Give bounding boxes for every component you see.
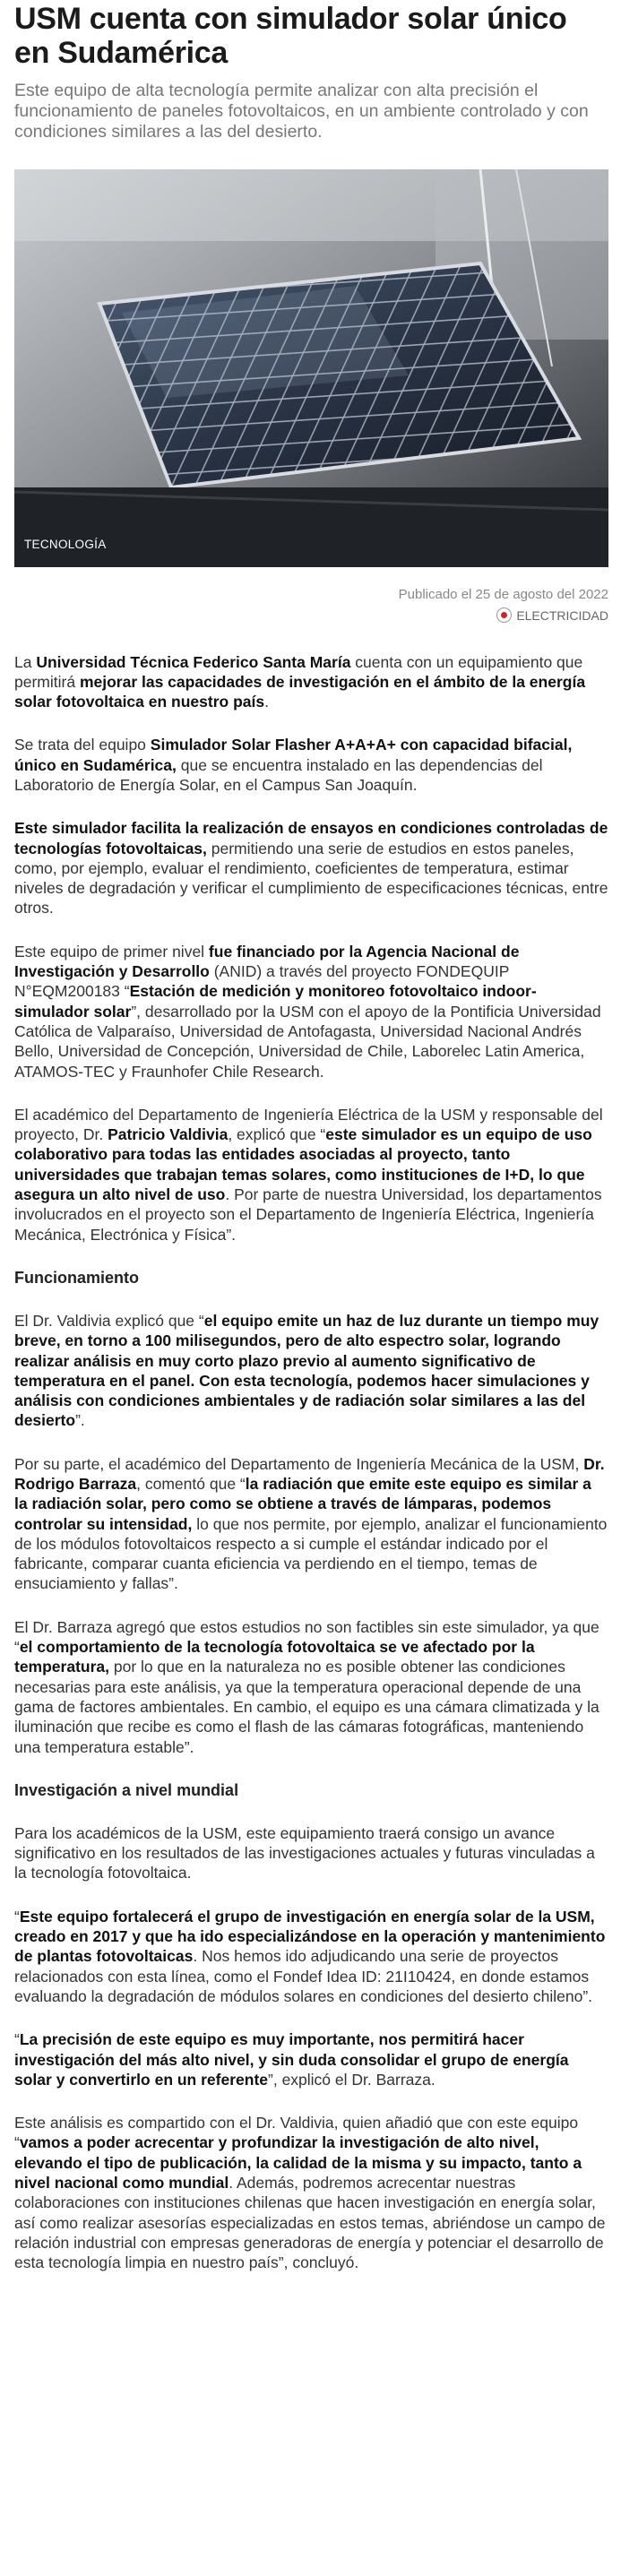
image-category-tag[interactable]: TECNOLOGÍA: [24, 538, 107, 551]
text-run: El Dr. Valdivia explicó que “: [14, 1311, 204, 1330]
text-run: “: [14, 1907, 20, 1926]
paragraph: [14, 652, 608, 712]
bold-text: el comportamiento de la tecnología fotovoltaica se ve afectado por la temperatura,: [14, 1638, 535, 1676]
bold-text: Estación de medición y monitoreo fotovoltaico indoor-simulador solar: [14, 982, 537, 1021]
bold-text: Este equipo fortalecerá el grupo de investigación en energía solar de la USM, creado en 2017 y que ha ido especializándose en la operación y mantenimiento de plantas fotovoltaicas: [14, 1907, 606, 1966]
article-body: [14, 652, 608, 2273]
bold-text: vamos a poder acrecentar y profundizar la investigación de alto nivel, elevando el tipo de publicación, la calidad de la misma y su impacto, tanto a nivel nacional como mundial: [14, 2133, 582, 2193]
text-run: permitiendo una serie de estudios en estos paneles, como, por ejemplo, evaluar el rendimiento, coeficientes de temperatura, estimar niveles de degradación y verificar el cumplimiento de especificaciones técnicas, entre otros.: [14, 839, 608, 918]
paragraph: [14, 735, 608, 795]
text-run: “: [14, 2030, 20, 2049]
text-run: que se encuentra instalado en las dependencias del Laboratorio de Energía Solar, en el Campus San Joaquín.: [14, 755, 543, 794]
text-run: .: [264, 693, 269, 711]
bold-text: mejorar las capacidades de investigación en el ámbito de la energía solar fotovoltaica en nuestro país: [14, 672, 586, 711]
text-run: lo que nos permite, por ejemplo, analizar el funcionamiento de los módulos fotovoltaicos respecto a si cumple el estándar indicado por el fabricante, comparar cuanta eficiencia va perdiendo en el tiempo, temas de ensuciamiento y fallas”.: [14, 1514, 608, 1593]
text-run: ”, explicó el Dr. Barraza.: [268, 2070, 436, 2089]
text-run: . Por parte de nuestra Universidad, los departamentos involucrados en el proyecto son el Departamento de Ingeniería Eléctrica, Ingeniería Mecánica, Electrónica y Física”.: [14, 1185, 602, 1244]
paragraph: [14, 1105, 608, 1245]
category-label: ELECTRICIDAD: [516, 607, 608, 623]
text-run: por lo que en la naturaleza no es posible obtener las condiciones necesarias para este análisis, ya que la temperatura operacional depende de una gama de factores ambientales. En cambio, el equipo es una cámara climatizada y la iluminación que recibe es como el flash de las cámaras fotográficas, manteniendo una temperatura estable”.: [14, 1658, 599, 1756]
article-meta: [14, 585, 608, 625]
bold-text: Patricio Valdivia: [108, 1125, 229, 1144]
bold-text: la radiación que emite este equipo es similar a la radiación solar, pero como se obtiene a través de lámparas, podemos controlar su intensidad,: [14, 1475, 591, 1533]
text-run: , explicó que “: [228, 1125, 326, 1144]
section-heading: [14, 1268, 608, 1288]
bold-text: Dr. Rodrigo Barraza: [14, 1454, 605, 1493]
text-run: ”, desarrollado por la USM con el apoyo de la Pontificia Universidad Católica de Valparaíso, Universidad de Antofagasta, Universidad Nacional Andrés Bello, Universidad de Concepción, Universidad de Chile, Laborelec Latin America, ATAMOS-TEC y Fraunhofer Chile Research.: [14, 1002, 601, 1081]
section-heading: [14, 1780, 608, 1800]
paragraph: [14, 1454, 608, 1594]
paragraph: [14, 942, 608, 1081]
text-run: (ANID) a través del proyecto FONDEQUIP N°EQM200183 “: [14, 962, 510, 1001]
category-link[interactable]: [496, 606, 608, 625]
text-run: La: [14, 652, 37, 671]
article-title: USM cuenta con simulador solar único en Sudamérica: [14, 2, 567, 70]
article: [0, 2, 621, 2273]
text-run: . Nos hemos ido adjudicando una serie de proyectos relacionados con esta línea, como el Fondef Idea ID: 21I10424, en donde estamos evaluando la degradación de módulos solares en condiciones del desierto chileno”.: [14, 1947, 593, 2005]
hero-image: [14, 169, 608, 567]
paragraph: [14, 1311, 608, 1431]
bold-text: Universidad Técnica Federico Santa María: [36, 652, 351, 671]
text-run: El académico del Departamento de Ingeniería Eléctrica de la USM y responsable del proyecto, Dr.: [14, 1105, 603, 1144]
paragraph: [14, 2029, 608, 2089]
text-run: Este equipo de primer nivel: [14, 942, 209, 961]
bold-text: este simulador es un equipo de uso colaborativo para todas las entidades asociadas al proyecto, tanto universidades que trabajan temas solares, como instituciones de I+D, lo que asegura un alto nivel de uso: [14, 1125, 592, 1204]
category-dot-icon: [496, 607, 512, 623]
bold-text: Investigación a nivel mundial: [14, 1780, 239, 1799]
paragraph: [14, 1907, 608, 2006]
text-run: . Además, podremos acrecentar nuestras colaboraciones con instituciones chilenas que hacen investigación en energía solar, así como realizar asesorías especializadas en estos temas, abriéndose un campo de relación industrial con empresas generadoras de energía y potenciar el desarrollo de esta tecnología limpia en nuestro país”, concluyó.: [14, 2174, 606, 2272]
solar-panel-photo: [14, 169, 608, 567]
bold-text: el equipo emite un haz de luz durante un tiempo muy breve, en torno a 100 milisegundos, pero de alto espectro solar, logrando realizar análisis en muy corto plazo previo al aumento significativo de temperatura en el panel. Con esta tecnología, podemos hacer simulaciones y análisis con condiciones ambientales y de radiación solar similares a las del desierto: [14, 1311, 599, 1430]
text-run: ”.: [75, 1411, 85, 1430]
bold-text: Funcionamiento: [14, 1268, 139, 1287]
bold-text: Simulador Solar Flasher A+A+A+ con capacidad bifacial, único en Sudamérica,: [14, 736, 573, 774]
text-run: cuenta con un equipamiento que permitirá: [14, 652, 583, 691]
paragraph: [14, 2113, 608, 2272]
article-lead: Este equipo de alta tecnología permite analizar con alta precisión el funcionamiento de paneles fotovoltaicos, en un ambiente controlado y con condiciones similares a las del desierto.: [14, 81, 589, 142]
text-run: El Dr. Barraza agregó que estos estudios no son factibles sin este simulador, ya que “: [14, 1617, 599, 1657]
text-run: Por su parte, el académico del Departamento de Ingeniería Mecánica de la USM,: [14, 1454, 584, 1473]
paragraph: [14, 818, 608, 918]
paragraph: [14, 1823, 608, 1883]
text-run: Se trata del equipo: [14, 736, 151, 754]
text-run: , comentó que “: [136, 1475, 246, 1493]
text-run: Para los académicos de la USM, este equipamiento traerá consigo un avance significativo en los resultados de las investigaciones actuales y futuras vinculadas a la tecnología fotovoltaica.: [14, 1823, 595, 1882]
paragraph: [14, 1617, 608, 1757]
text-run: Este análisis es compartido con el Dr. Valdivia, quien añadió que con este equipo “: [14, 2114, 579, 2152]
bold-text: La precisión de este equipo es muy importante, nos permitirá hacer investigación del más alto nivel, y sin duda consolidar el grupo de energía solar y convertirlo en un referente: [14, 2030, 569, 2089]
bold-text: Este simulador facilita la realización de ensayos en condiciones controladas de tecnologías fotovoltaicas,: [14, 819, 608, 857]
bold-text: fue financiado por la Agencia Nacional de Investigación y Desarrollo: [14, 942, 520, 981]
publish-date: Publicado el 25 de agosto del 2022: [398, 587, 608, 602]
